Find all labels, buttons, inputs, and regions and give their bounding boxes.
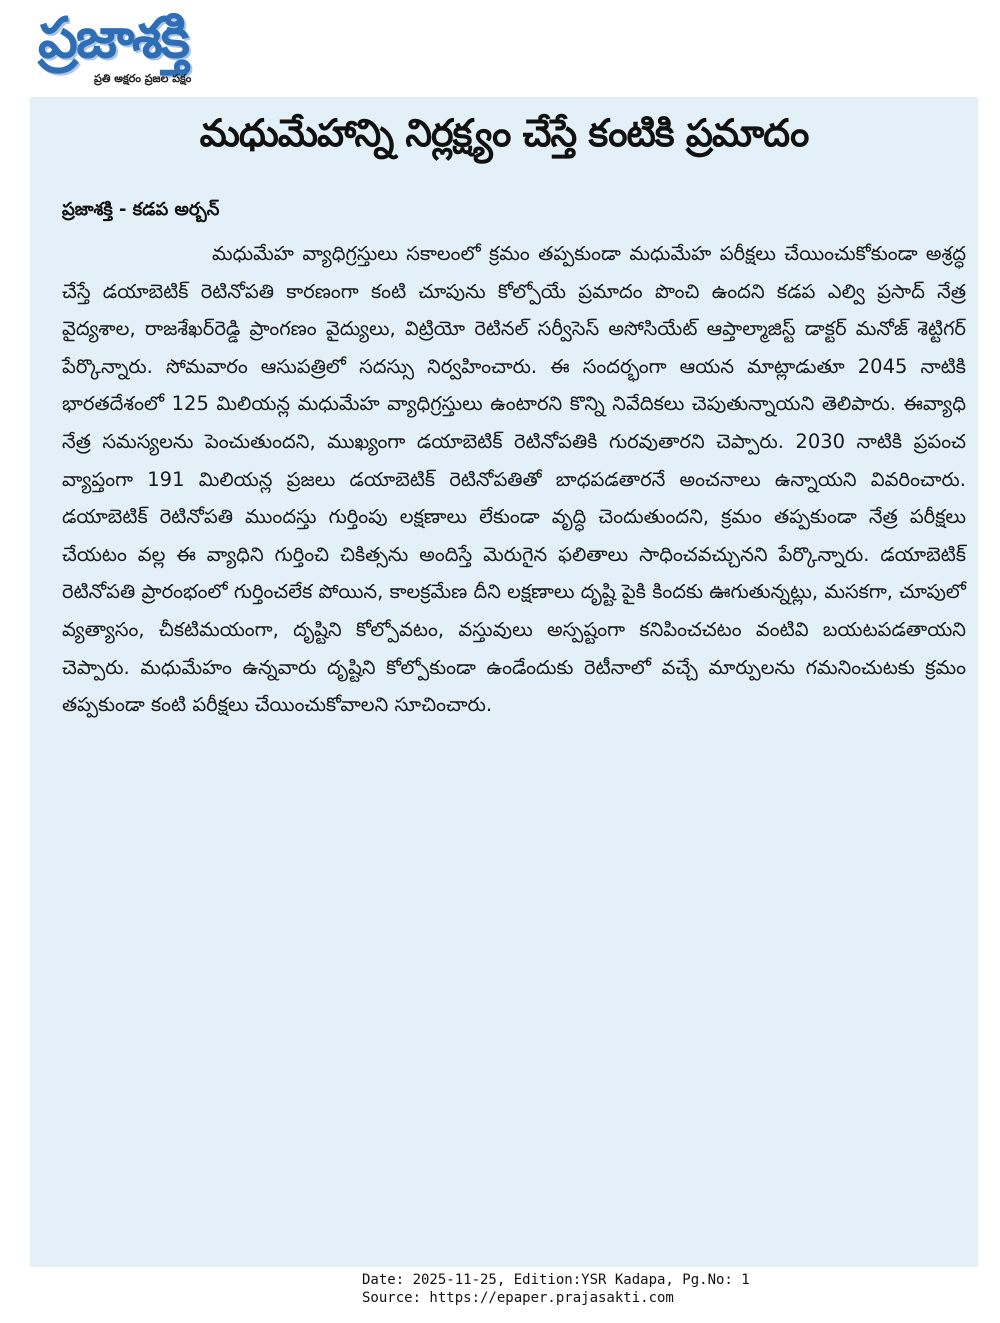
logo-tagline: ప్రతి అక్షరం ప్రజల పక్షం [94,72,192,85]
footer-source-link[interactable]: Source: https://epaper.prajasakti.com [362,1290,674,1306]
footer-date-edition: Date: 2025-11-25, Edition:YSR Kadapa, Pg.No: 1 [362,1272,750,1288]
article-body: మధుమేహ వ్యాధిగ్రస్తులు సకాలంలో క్రమం తప్పకుండా మధుమేహ పరీక్షలు చేయించుకోకుండా అశ్రద్ధ చేస్తే డయాబెటిక్ రెటినోపతి కారణంగా కంటి చూపును కోల్పోయే ప్రమాదం పొంచి ఉందని కడప ఎల్వి ప్రసాద్ నేత్ర వైద్యశాల, రాజశేఖర్‌రెడ్డి ప్రాంగణం వైద్యులు, విట్రియో రెటినల్ సర్వీసెస్ అసోసియేట్ ఆప్తాల్మాజిస్ట్ డాక్టర్ మనోజ్ శెట్టిగర్ పేర్కొన్నారు. సోమవారం ఆసుపత్రిలో సదస్సు నిర్వహించారు. ఈ సందర్భంగా ఆయన మాట్లాడుతూ 2045 నాటికి భారతదేశంలో 125 మిలియన్ల మధుమేహ వ్యాధిగ్రస్తులు ఉంటారని కొన్ని నివేదికలు చెపుతున్నాయని తెలిపారు. ఈవ్యాధి నేత్ర సమస్యలను పెంచుతుందని, ముఖ్యంగా డయాబెటిక్ రెటినోపతికి గురవుతారని చెప్పారు. 2030 నాటికి ప్రపంచ వ్యాప్తంగా 191 మిలియన్ల ప్రజలు డయాబెటిక్ రెటినోపతితో బాధపడతారనే అంచనాలు ఉన్నాయని వివరించారు. డయాబెటిక్ రెటినోపతి ముందస్తు గుర్తింపు లక్షణాలు లేకుండా వృద్ధి చెందుతుందని, క్రమం తప్పకుండా నేత్ర పరీక్షలు చేయటం వల్ల ఈ వ్యాధిని గుర్తించి చికిత్సను అందిస్తే మెరుగైన ఫలితాలు సాధించవచ్చునని పేర్కొన్నారు. డయాబెటిక్ రెటినోపతి ప్రారంభంలో గుర్తించలేక పోయిన, కాలక్రమేణ దీని లక్షణాలు దృష్టి పైకి కిందకు ఊగుతున్నట్లు, మసకగా, చూపులో వ్యత్యాసం, చీకటిమయంగా, దృష్టిని కోల్పోవటం, వస్తువులు అస్పష్టంగా కనిపించచటం వంటివి బయటపడతాయని చెప్పారు. మధుమేహం ఉన్నవారు దృష్టిని కోల్పోకుండా ఉండేందుకు రెటీనాలో వచ్చే మార్పులను గమనించుటకు క్రమం తప్పకుండా కంటి పరీక్షలు చేయించుకోవాలని సూచించారు. [62,242,966,717]
article-byline: ప్రజాశక్తి - కడప అర్బన్ [62,199,220,220]
article-clipping [30,97,978,1267]
article-headline: మధుమేహాన్ని నిర్లక్ష్యం చేస్తే కంటికి ప్రమాదం [199,111,809,155]
source-footer [362,1271,750,1307]
masthead [38,6,288,92]
newspaper-logo: ప్రజాశక్తి [38,6,188,71]
